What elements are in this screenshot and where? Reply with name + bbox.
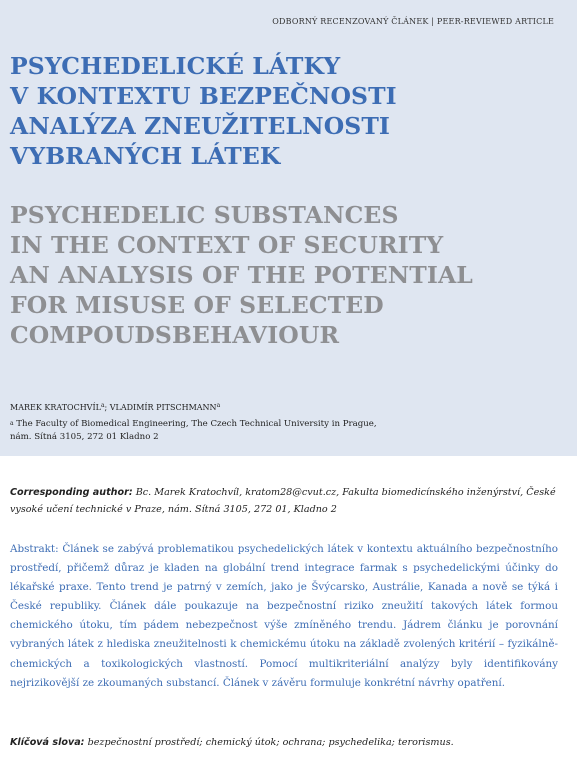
author-list: [10, 403, 220, 412]
author-separator: ;: [104, 403, 110, 412]
title-english-line: FOR MISUSE OF SELECTED: [10, 291, 384, 319]
corresponding-author-label: Corresponding author:: [10, 487, 133, 498]
title-english-line: PSYCHEDELIC SUBSTANCES: [10, 201, 399, 229]
affiliation-marker: a: [10, 420, 14, 427]
keywords-label: Klíčová slova:: [10, 737, 85, 748]
corresponding-author-text: Bc. Marek Kratochvíl, kratom28@cvut.cz, Fakulta biomedicínského inženýrství, České vysoké učení technické v Praze, nám. Sítná 3105, 272 01, Kladno 2: [10, 487, 556, 515]
affiliation-line: [10, 418, 377, 431]
author-affiliation-marker: a: [216, 402, 221, 409]
title-czech-line: ANALÝZA ZNEUŽITELNOSTI: [10, 112, 391, 140]
affiliation-address: nám. Sítná 3105, 272 01 Kladno 2: [10, 432, 159, 442]
title-english-line: AN ANALYSIS OF THE POTENTIAL: [10, 261, 473, 289]
article-type-tag: ODBORNÝ RECENZOVANÝ ČLÁNEK | PEER-REVIEWED ARTICLE: [272, 17, 554, 26]
title-english-line: IN THE CONTEXT OF SECURITY: [10, 231, 444, 259]
affiliation: [10, 418, 377, 444]
abstract-text: Abstrakt: Článek se zabývá problematikou psychedelických látek v kontextu aktuálního bezpečnostního prostředí, přičemž důraz je kladen na globální trend integrace farmak s psychedelickými účinky do lékařské praxe. Tento trend je patrný v zemích, jako je Švýcarsko, Austrálie, Kanada a nově se týká i České republiky. Článek dále poukazuje na bezpečnostní riziko zneužití takových látek formou chemického útoku, tím pádem nebezpečnost výše zmíněného trendu. Jádrem článku je porovnání vybraných látek z hlediska zneužitelnosti k chemickému útoku na základě zvolených kritérií – fyzikálně-chemických a toxikologických vlastností. Pomocí multikriteriální analýzy byly identifikovány nejrizikovější ze zkoumaných substancí. Článek v závěru formuluje konkrétní návrhy opatření.: [10, 543, 558, 689]
author-affiliation-marker: a: [100, 402, 105, 409]
title-czech-line: PSYCHEDELICKÉ LÁTKY: [10, 52, 341, 80]
keywords: [10, 737, 454, 748]
affiliation-text: The Faculty of Biomedical Engineering, The Czech Technical University in Prague,: [13, 419, 377, 429]
title-english-line: COMPOUDSBEHAVIOUR: [10, 321, 340, 349]
author-name: VLADIMÍR PITSCHMANN: [109, 403, 217, 412]
corresponding-author: [10, 484, 567, 518]
keywords-text: bezpečnostní prostředí; chemický útok; ochrana; psychedelika; terorismus.: [84, 737, 454, 748]
author-name: MAREK KRATOCHVÍL: [10, 403, 101, 412]
title-english: [10, 200, 473, 350]
title-czech: [10, 51, 397, 171]
title-czech-line: V KONTEXTU BEZPEČNOSTI: [10, 82, 397, 110]
title-czech-line: VYBRANÝCH LÁTEK: [10, 142, 281, 170]
